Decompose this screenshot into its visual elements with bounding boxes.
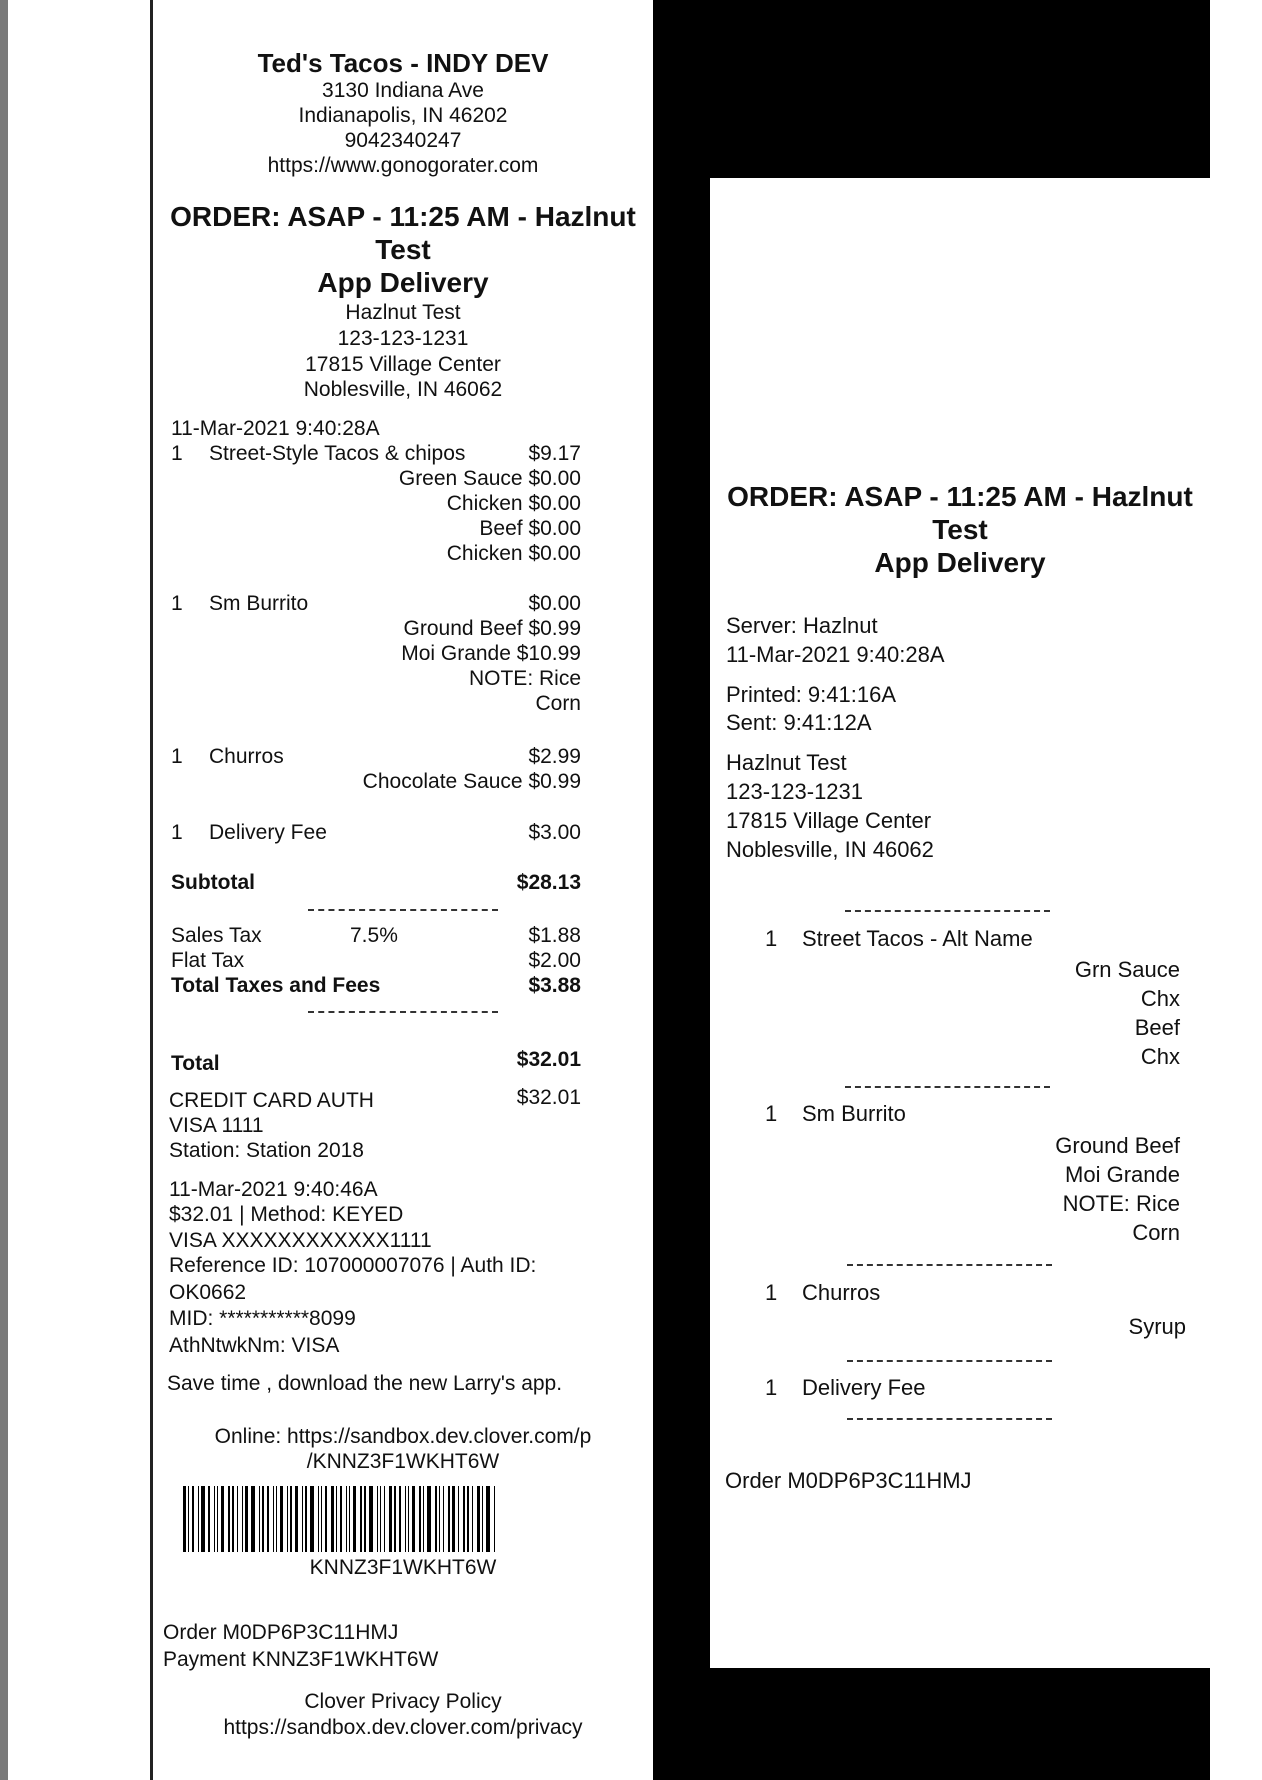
item-qty: 1 — [171, 592, 183, 615]
divider — [845, 1086, 1050, 1088]
item-modifier: Chicken $0.00 — [446, 492, 581, 515]
item-price: $2.99 — [528, 745, 581, 768]
customer-receipt — [150, 0, 653, 1780]
station-label: Station: Station 2018 — [169, 1139, 364, 1162]
item-note: NOTE: Rice — [468, 667, 581, 690]
item-modifier: Green Sauce $0.00 — [398, 467, 581, 490]
auth-label: CREDIT CARD AUTH — [169, 1089, 374, 1112]
store-address1: 3130 Indiana Ave — [322, 79, 484, 102]
auth-network: AthNtwkNm: VISA — [169, 1334, 340, 1357]
item-modifier: Chicken $0.00 — [446, 542, 581, 565]
reference-id: Reference ID: 107000007076 | Auth ID: — [169, 1254, 537, 1277]
item-modifier: Ground Beef — [1055, 1133, 1180, 1158]
item-modifier: Syrup — [1128, 1314, 1186, 1339]
flat-tax-value: $2.00 — [528, 949, 581, 972]
item-modifier: Chx — [1140, 1044, 1180, 1069]
item-modifier: Moi Grande $10.99 — [401, 642, 581, 665]
order-header-line1: ORDER: ASAP - 11:25 AM - Hazlnut — [727, 481, 1193, 512]
item-qty: 1 — [765, 926, 778, 951]
divider — [847, 1418, 1052, 1420]
payment-id: Payment KNNZ3F1WKHT6W — [163, 1648, 439, 1671]
item-name: Street Tacos - Alt Name — [802, 926, 1033, 951]
item-qty: 1 — [171, 745, 183, 768]
customer-name: Hazlnut Test — [726, 750, 847, 775]
item-modifier: Beef $0.00 — [479, 517, 581, 540]
divider — [308, 909, 498, 911]
item-modifier: Beef — [1134, 1015, 1180, 1040]
auth-value: $32.01 — [516, 1086, 581, 1109]
payment-method: $32.01 | Method: KEYED — [169, 1203, 404, 1226]
store-website: https://www.gonogorater.com — [267, 154, 539, 177]
sales-tax-label: Sales Tax — [171, 924, 262, 947]
item-price: $3.00 — [528, 821, 581, 844]
item-price: $9.17 — [528, 442, 581, 465]
barcode — [183, 1486, 613, 1552]
order-header-line2: Test — [375, 234, 431, 265]
server-name: Server: Hazlnut — [726, 613, 878, 638]
background-paper — [8, 0, 150, 1780]
item-name: Churros — [209, 745, 284, 768]
payment-datetime: 11-Mar-2021 9:40:46A — [169, 1178, 378, 1201]
item-modifier: Moi Grande — [1065, 1162, 1180, 1187]
printed-time: Printed: 9:41:16A — [726, 682, 897, 707]
merchant-id: MID: ***********8099 — [169, 1307, 356, 1330]
order-datetime: 11-Mar-2021 9:40:28A — [171, 417, 380, 440]
item-note: Corn — [1132, 1220, 1180, 1245]
customer-address2: Noblesville, IN 46062 — [303, 378, 503, 401]
total-value: $32.01 — [516, 1048, 581, 1071]
item-modifier: Chocolate Sauce $0.99 — [362, 770, 581, 793]
item-name: Churros — [802, 1280, 881, 1305]
card-masked: VISA XXXXXXXXXXXX1111 — [169, 1229, 432, 1252]
item-qty: 1 — [765, 1280, 778, 1305]
item-price: $0.00 — [528, 592, 581, 615]
item-modifier: Grn Sauce — [1074, 957, 1180, 982]
item-note: Corn — [535, 692, 581, 715]
total-taxes-value: $3.88 — [528, 974, 581, 997]
item-name: Sm Burrito — [802, 1101, 906, 1126]
page-edge — [0, 0, 8, 1780]
order-header-line3: App Delivery — [317, 267, 489, 298]
online-link-path[interactable]: /KNNZ3F1WKHT6W — [306, 1450, 500, 1473]
item-qty: 1 — [765, 1101, 778, 1126]
subtotal-value: $28.13 — [516, 871, 581, 894]
sales-tax-value: $1.88 — [528, 924, 581, 947]
order-header-line1: ORDER: ASAP - 11:25 AM - Hazlnut — [170, 201, 636, 232]
order-datetime: 11-Mar-2021 9:40:28A — [726, 642, 945, 667]
item-note: NOTE: Rice — [1062, 1191, 1180, 1216]
background-paper-right — [1210, 0, 1262, 1780]
total-label: Total — [171, 1052, 220, 1075]
customer-address1: 17815 Village Center — [305, 353, 501, 376]
sales-tax-rate: 7.5% — [350, 924, 398, 947]
order-header-line2: Test — [932, 514, 988, 545]
divider — [308, 1011, 498, 1013]
order-id: Order M0DP6P3C11HMJ — [163, 1621, 399, 1644]
subtotal-label: Subtotal — [171, 871, 255, 894]
customer-phone: 123-123-1231 — [337, 327, 469, 350]
order-id: Order M0DP6P3C11HMJ — [725, 1468, 972, 1493]
auth-id: OK0662 — [169, 1281, 247, 1304]
promo-text: Save time , download the new Larry's app. — [167, 1372, 563, 1395]
customer-name: Hazlnut Test — [345, 301, 461, 324]
store-address2: Indianapolis, IN 46202 — [298, 104, 508, 127]
privacy-label: Clover Privacy Policy — [304, 1690, 502, 1713]
customer-address1: 17815 Village Center — [726, 808, 932, 833]
kitchen-receipt — [710, 178, 1210, 1668]
divider — [845, 910, 1050, 912]
item-modifier: Chx — [1140, 986, 1180, 1011]
order-header-line3: App Delivery — [874, 547, 1046, 578]
item-qty: 1 — [765, 1375, 778, 1400]
privacy-link[interactable]: https://sandbox.dev.clover.com/privacy — [223, 1716, 583, 1739]
divider — [847, 1360, 1052, 1362]
customer-address2: Noblesville, IN 46062 — [726, 837, 934, 862]
total-taxes-label: Total Taxes and Fees — [171, 974, 381, 997]
barcode-text: KNNZ3F1WKHT6W — [309, 1556, 497, 1579]
flat-tax-label: Flat Tax — [171, 949, 245, 972]
store-name: Ted's Tacos - INDY DEV — [257, 48, 549, 78]
store-phone: 9042340247 — [344, 129, 462, 152]
item-name: Delivery Fee — [209, 821, 327, 844]
item-qty: 1 — [171, 442, 183, 465]
sent-time: Sent: 9:41:12A — [726, 710, 872, 735]
online-link[interactable]: Online: https://sandbox.dev.clover.com/p — [214, 1425, 592, 1448]
item-modifier: Ground Beef $0.99 — [403, 617, 581, 640]
item-qty: 1 — [171, 821, 183, 844]
card-label: VISA 1111 — [169, 1114, 264, 1137]
item-name: Street-Style Tacos & chipos — [209, 442, 466, 465]
item-name: Sm Burrito — [209, 592, 309, 615]
customer-phone: 123-123-1231 — [726, 779, 864, 804]
item-name: Delivery Fee — [802, 1375, 926, 1400]
divider — [847, 1264, 1052, 1266]
